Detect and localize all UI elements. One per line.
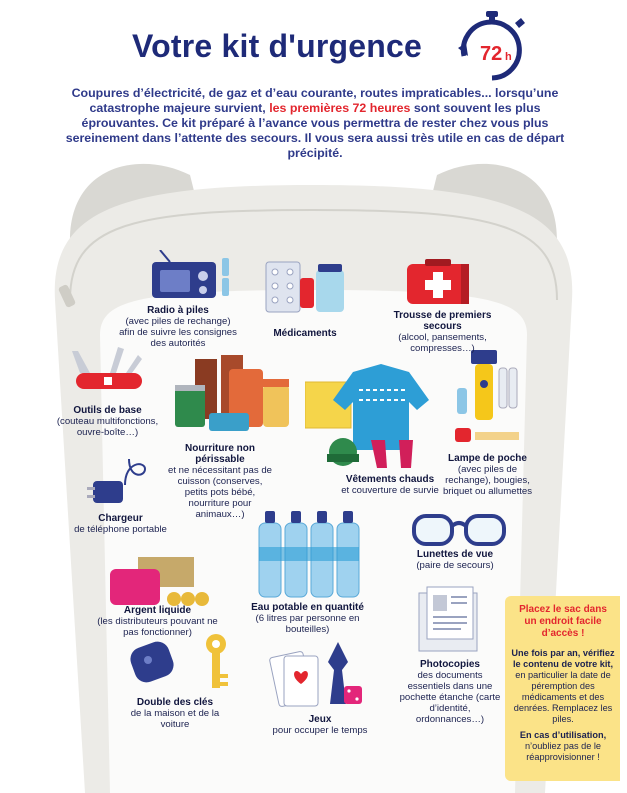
item-radio-detail: (avec piles de rechange) afin de suivre les consignes des autorités: [119, 316, 237, 349]
item-lampe: [440, 453, 535, 497]
item-lunettes-title: Lunettes de vue: [416, 549, 494, 560]
item-medicaments: [255, 328, 355, 339]
item-radio-title: Radio à piles: [147, 305, 209, 316]
item-lampe-detail: (avec piles de rechange), bougies, briquet ou allumettes: [442, 464, 533, 497]
phone-charger-icon: [85, 455, 165, 515]
item-outils-detail: (couteau multifonctions, ouvre-boîte…): [56, 416, 159, 438]
reminder-callout: [505, 596, 620, 781]
item-chargeur-detail: de téléphone portable: [74, 524, 167, 535]
item-photocopies-detail: des documents essentiels dans une pochette étanche (carte d’identité, ordonnances…): [399, 670, 501, 725]
warm-clothes-icon: [305, 360, 435, 470]
intro-part1: Coupures d’électricité, de gaz et d’eau courante, routes impraticables... lorsqu’une catastrophe majeure survient,: [71, 86, 559, 115]
item-chargeur: [68, 513, 173, 535]
callout-heading: Placez le sac dans un endroit facile d’accès !: [519, 604, 607, 639]
item-lunettes: [405, 549, 505, 571]
item-eau-detail: (6 litres par personne en bouteilles): [255, 613, 360, 635]
glasses-icon: [410, 510, 510, 550]
item-eau-title: Eau potable en quantité: [251, 602, 364, 613]
intro-highlight: les premières 72 heures: [269, 101, 411, 115]
keys-icon: [130, 630, 240, 695]
item-trousse-detail: (alcool, pansements, compresses…): [398, 332, 487, 354]
games-icon: [268, 640, 368, 710]
callout-p1-rest: en particulier la date de péremption des médicaments et des denrées. Remplacez les piles.: [513, 670, 613, 724]
intro-part2: sont souvent les plus éprouvantes. Ce kit préparé à l’avance vous permettra de rester chez vous plus sereinement dans l’attente des secours. Il vous sera aussi très utile en cas de départ précipité.: [65, 101, 565, 160]
callout-p2-bold: En cas d’utilisation,: [519, 730, 607, 740]
item-chargeur-title: Chargeur: [98, 513, 143, 524]
first-aid-kit-icon: [405, 258, 477, 308]
page-title: Votre kit d'urgence: [132, 28, 422, 64]
timer-value: 72: [480, 43, 503, 65]
item-argent-detail: (les distributeurs pouvant ne pas fonctionner): [97, 616, 218, 638]
item-radio: [118, 305, 238, 349]
item-cles-detail: de la maison et de la voiture: [130, 708, 220, 730]
intro-text: [60, 86, 570, 161]
item-nourriture-title: Nourriture non périssable: [185, 443, 255, 465]
callout-p1-bold: Une fois par an, vérifiez le contenu de votre kit,: [511, 648, 615, 669]
item-medicaments-title: Médicaments: [273, 328, 337, 339]
cash-wallet-icon: [108, 555, 213, 610]
item-jeux: [265, 714, 375, 736]
item-trousse: [375, 310, 510, 354]
item-nourriture-detail: et ne nécessitant pas de cuisson (conserves, petits pots bébé, nourriture pour animaux…): [167, 465, 272, 520]
item-photocopies: [395, 659, 505, 725]
radio-icon: [150, 250, 240, 300]
item-vetements: [325, 474, 455, 496]
item-outils-title: Outils de base: [73, 405, 142, 416]
item-jeux-detail: pour occuper le temps: [272, 725, 368, 736]
item-nourriture: [165, 443, 275, 520]
stopwatch-icon: [456, 8, 528, 84]
timer-unit: h: [505, 51, 512, 63]
item-photocopies-title: Photocopies: [419, 659, 480, 670]
multitool-knife-icon: [70, 345, 150, 395]
document-copies-icon: [415, 585, 485, 655]
item-trousse-title: Trousse de premiers secours: [393, 310, 492, 332]
callout-p2-rest: n’oubliez pas de le réapprovisionner !: [524, 741, 602, 762]
item-vetements-detail: et couverture de survie: [341, 485, 439, 496]
item-eau: [245, 602, 370, 635]
callout-paragraph-1: [511, 648, 615, 725]
item-lunettes-detail: (paire de secours): [416, 560, 494, 571]
item-jeux-title: Jeux: [308, 714, 332, 725]
item-argent: [95, 605, 220, 638]
item-cles: [120, 697, 230, 730]
medicine-icon: [260, 258, 350, 318]
item-outils: [50, 405, 165, 438]
callout-paragraph-2: [511, 730, 615, 763]
flashlight-icon: [455, 348, 527, 448]
item-vetements-title: Vêtements chauds: [345, 474, 435, 485]
item-argent-title: Argent liquide: [123, 605, 192, 616]
item-lampe-title: Lampe de poche: [448, 453, 527, 464]
food-cans-icon: [175, 355, 295, 435]
item-cles-title: Double des clés: [136, 697, 214, 708]
